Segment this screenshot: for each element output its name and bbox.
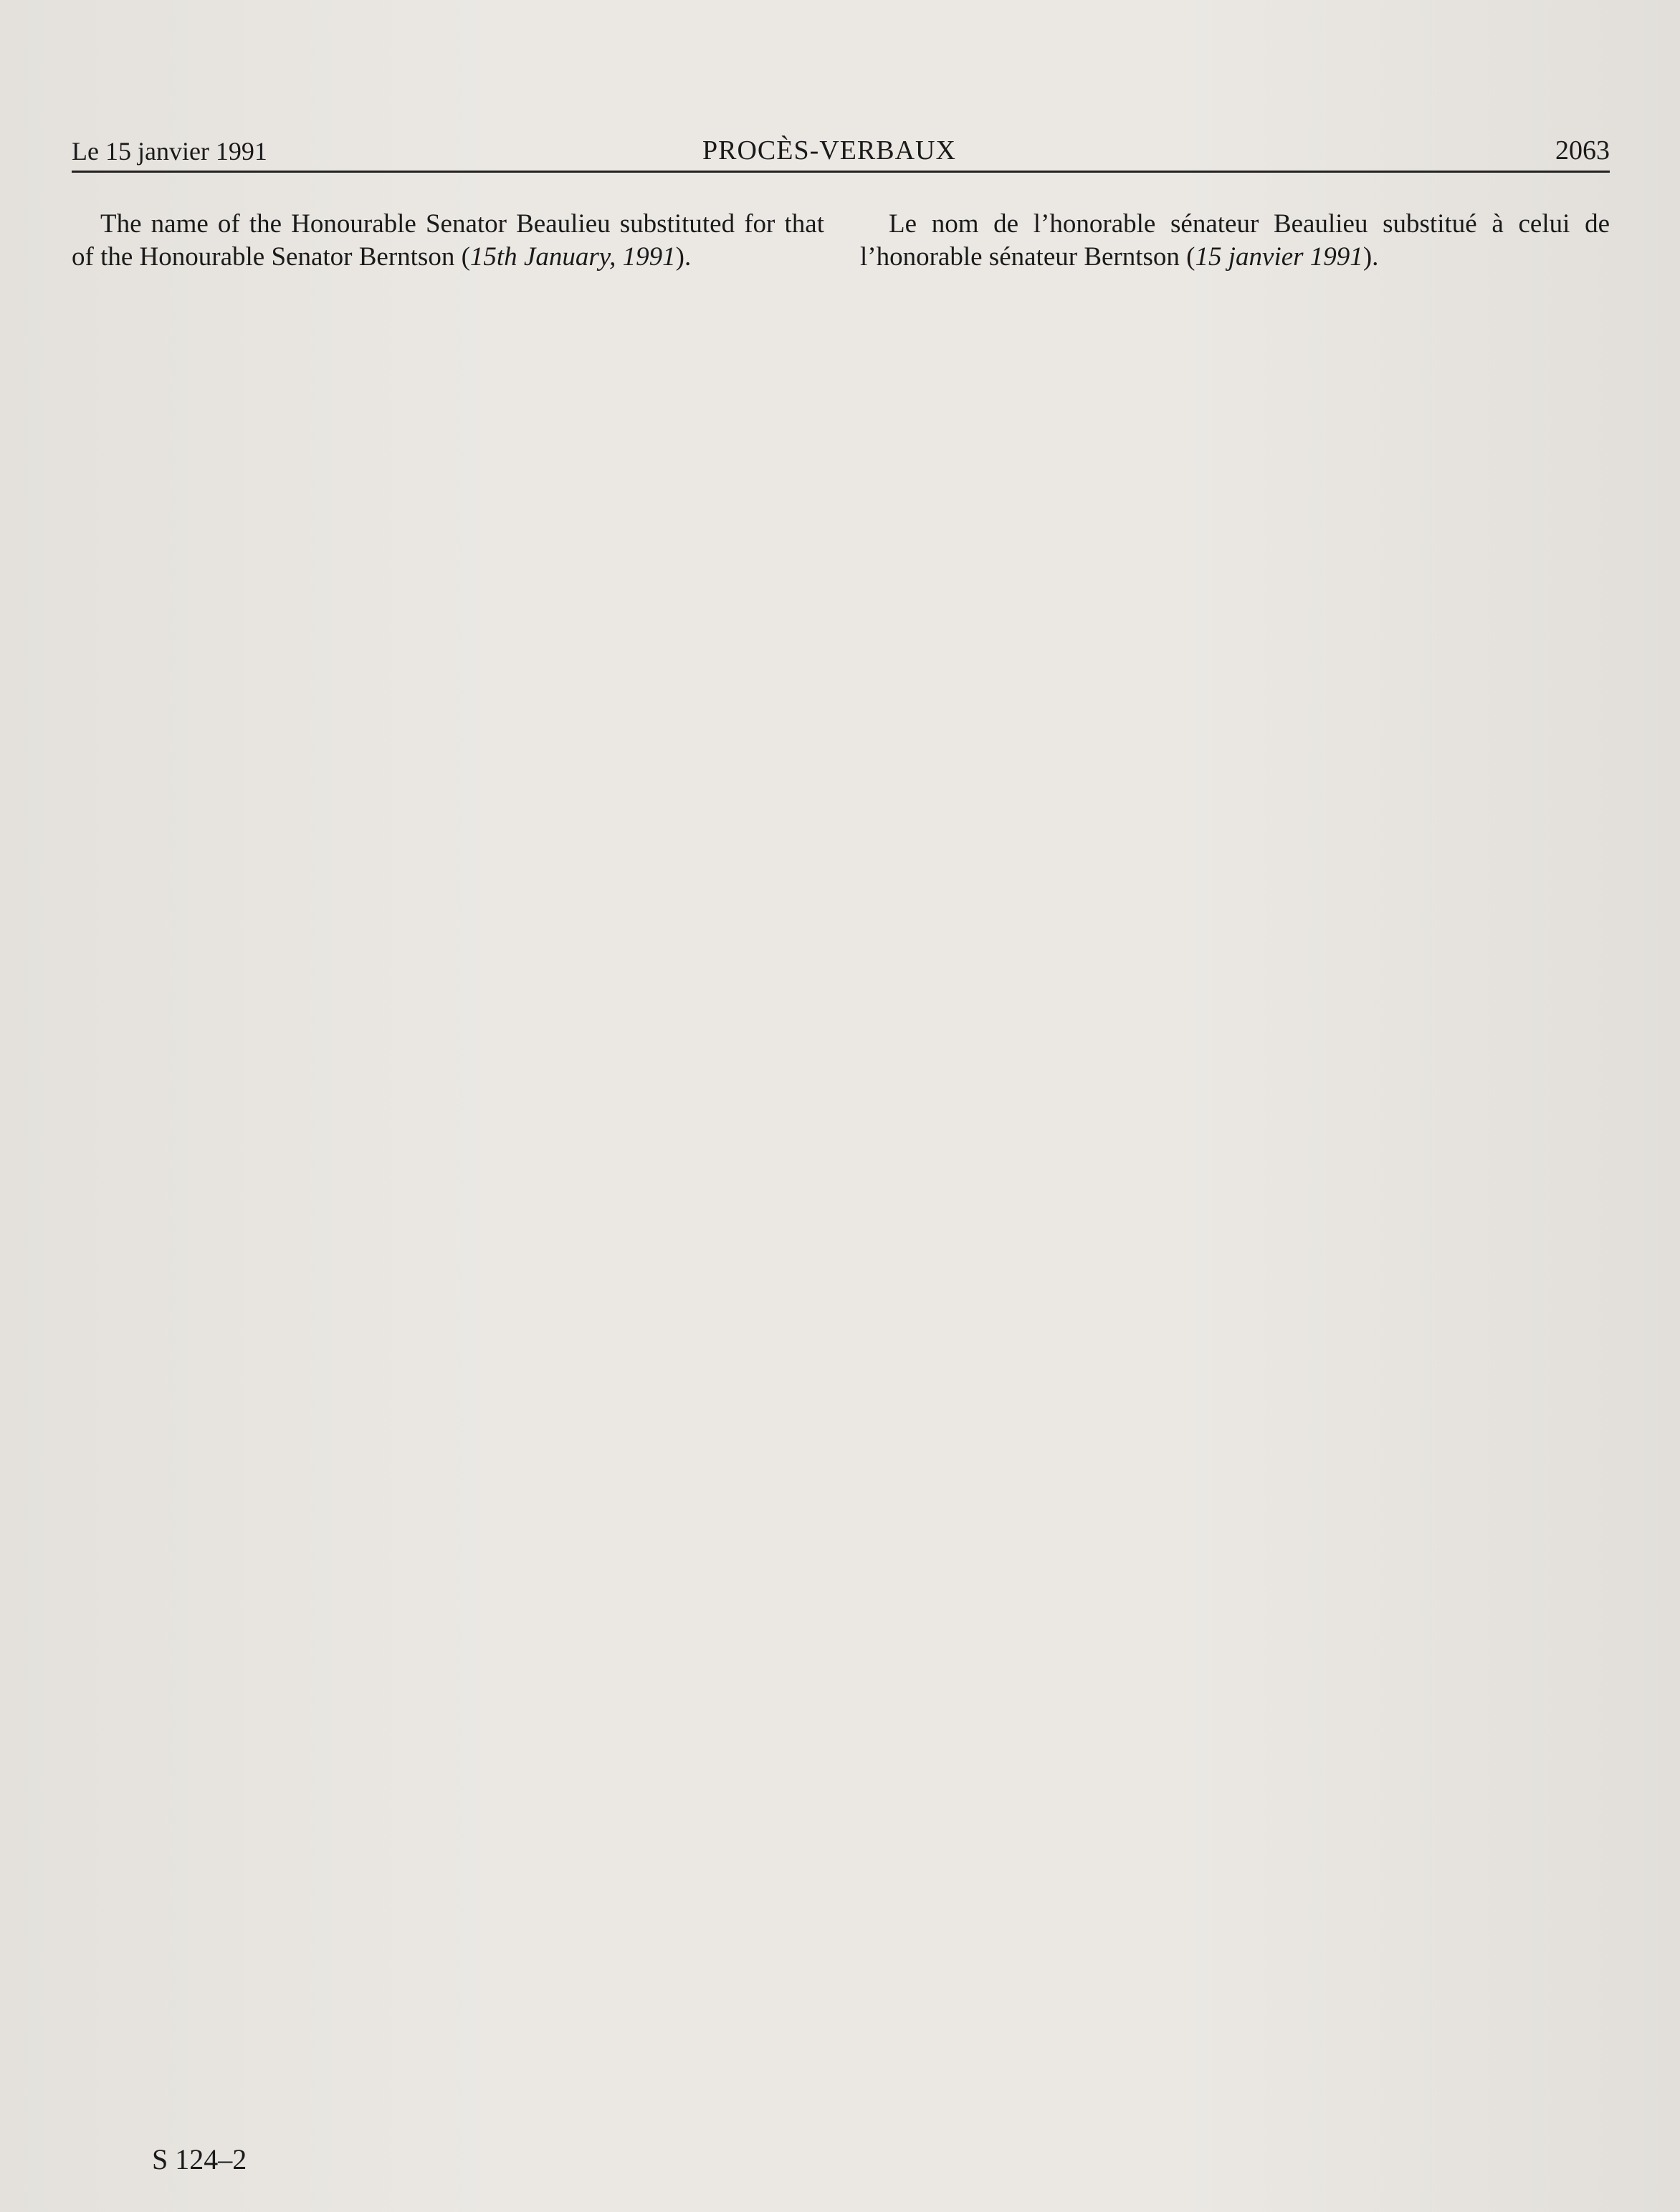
page-number: 2063 xyxy=(1555,135,1610,166)
english-entry-date: 15th January, 1991 xyxy=(469,242,676,272)
french-column xyxy=(860,208,1610,274)
french-entry-date: 15 janvier 1991 xyxy=(1195,242,1363,272)
footer-code: S 124–2 xyxy=(152,2143,247,2175)
english-entry-text: The name of the Honourable Senator Beaulieu substituted for that of the Honourable Senator Berntson ( xyxy=(72,209,824,272)
bleed-through-text-right xyxy=(846,287,1620,2078)
english-entry-end: ). xyxy=(675,242,692,272)
french-entry-text: Le nom de l’honorable sénateur Beaulieu substitué à celui de l’honorable sénateur Berntson ( xyxy=(860,209,1610,272)
english-column xyxy=(72,208,824,274)
french-entry xyxy=(860,208,1610,274)
french-entry-end: ). xyxy=(1362,242,1379,272)
running-head xyxy=(72,126,1610,173)
english-entry xyxy=(72,208,824,274)
header-date: Le 15 janvier 1991 xyxy=(72,137,267,166)
header-title: PROCÈS-VERBAUX xyxy=(702,135,956,166)
bleed-through-text-left xyxy=(57,287,846,2078)
